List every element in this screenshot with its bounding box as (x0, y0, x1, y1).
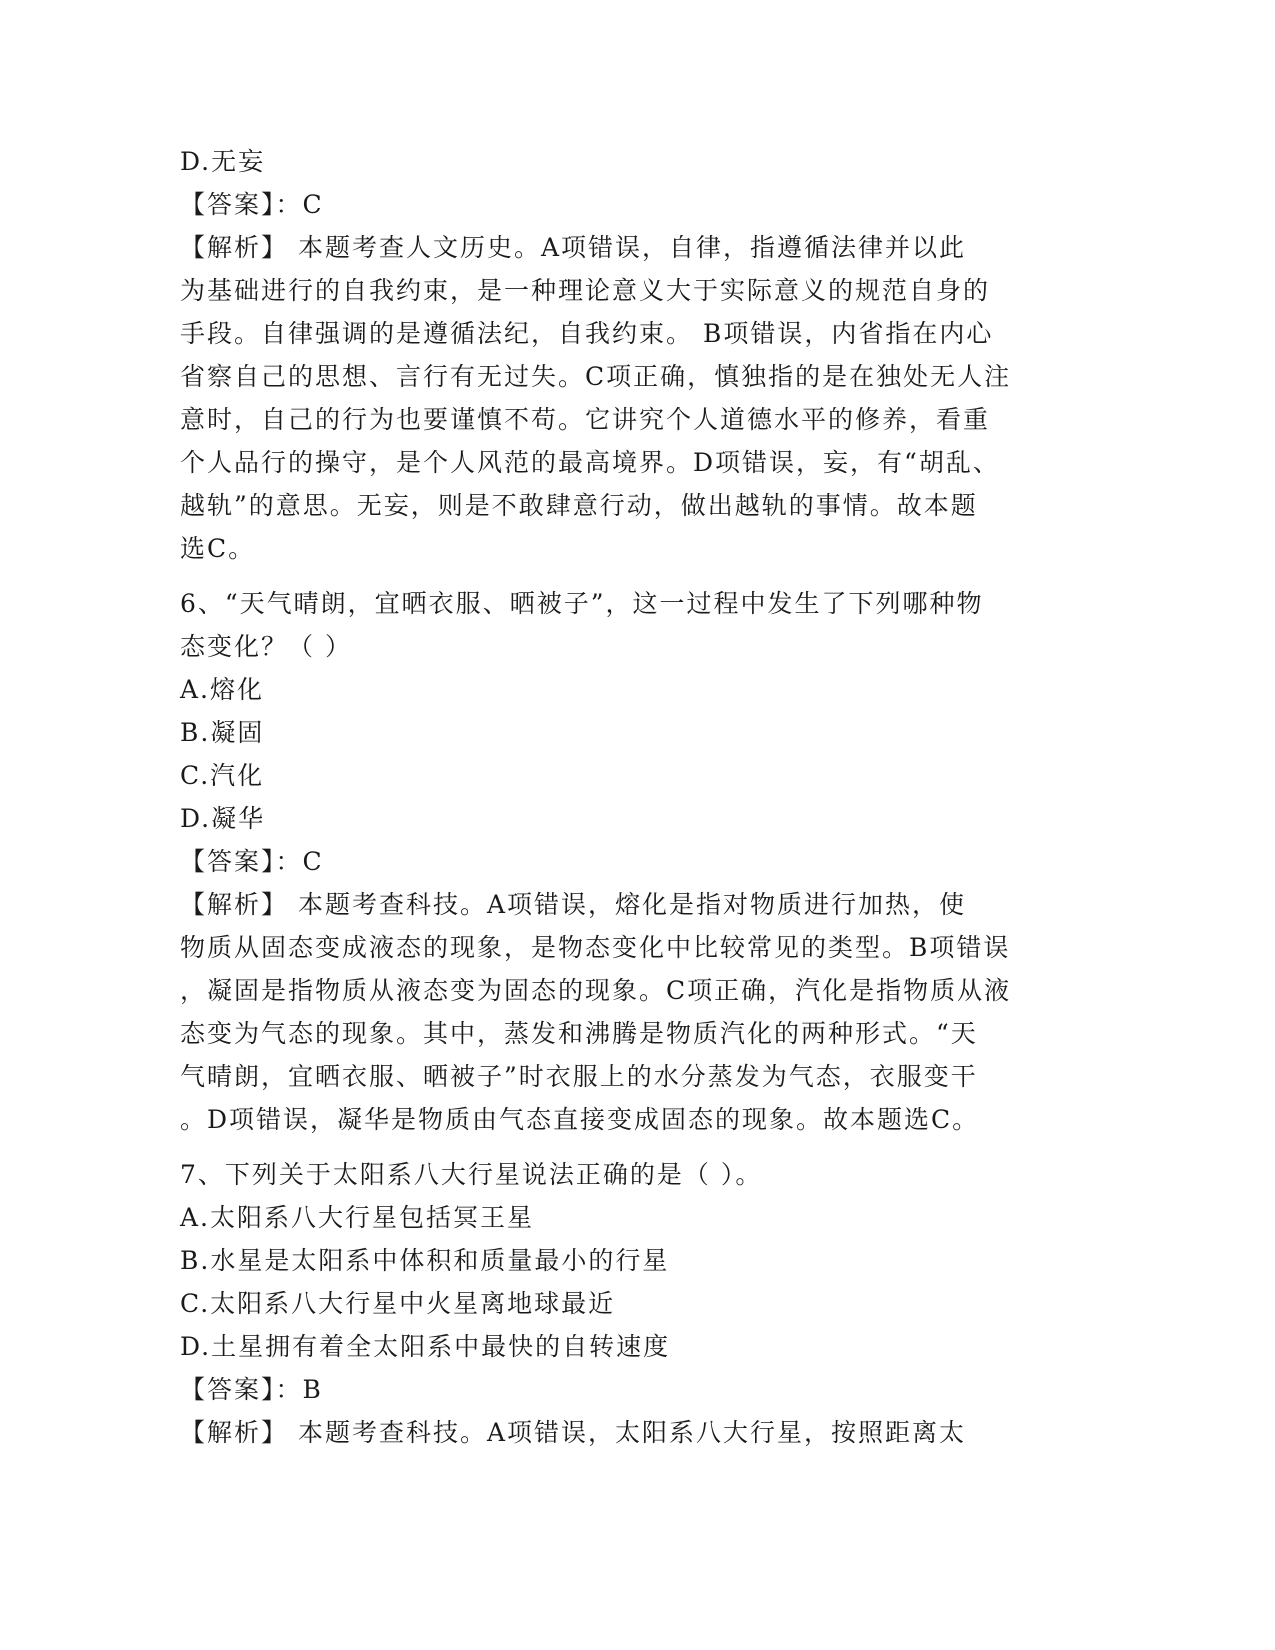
document-page (180, 140, 1040, 1454)
q6-analysis-line: 态变为气态的现象。其中，蒸发和沸腾是物质汽化的两种形式。“天 (180, 1019, 978, 1048)
q5-answer: 【答案】：C (180, 190, 324, 219)
q7-option-b: B.水星是太阳系中体积和质量最小的行星 (180, 1246, 670, 1275)
q5-analysis-line: 个人品行的操守，是个人风范的最高境界。D项错误，妄，有“胡乱、 (180, 448, 1000, 477)
q6-answer: 【答案】：C (180, 847, 324, 876)
q5-analysis-line: 【解析】 本题考查人文历史。A项错误，自律，指遵循法律并以此 (180, 233, 967, 262)
q6-analysis-line: 气晴朗，宜晒衣服、晒被子”时衣服上的水分蒸发为气态，衣服变干 (180, 1062, 978, 1091)
q7-answer: 【答案】：B (180, 1375, 323, 1404)
q5-analysis-line: 意时，自己的行为也要谨慎不苟。它讲究个人道德水平的修养，看重 (180, 405, 991, 434)
q6-analysis-line: 物质从固态变成液态的现象，是物态变化中比较常见的类型。B项错误 (180, 933, 1011, 962)
q5-analysis-line: 省察自己的思想、言行有无过失。C项正确，慎独指的是在独处无人注 (180, 362, 1012, 391)
q6-stem-line: 6、“天气晴朗，宜晒衣服、晒被子”，这一过程中发生了下列哪种物 (180, 589, 984, 618)
q7-option-c: C.太阳系八大行星中火星离地球最近 (180, 1289, 616, 1318)
q6-option-c: C.汽化 (180, 761, 265, 790)
q6-stem-line: 态变化？（ ） (180, 632, 352, 661)
q5-analysis-line: 选C。 (180, 534, 256, 563)
q6-option-a: A.熔化 (180, 675, 265, 704)
q6-option-d: D.凝华 (180, 804, 266, 833)
q7-stem: 7、下列关于太阳系八大行星说法正确的是（ ）。 (180, 1160, 763, 1189)
q6-analysis-line: 。D项错误，凝华是物质由气态直接变成固态的现象。故本题选C。 (180, 1105, 980, 1134)
q7-option-a: A.太阳系八大行星包括冥王星 (180, 1203, 535, 1232)
q5-option-d: D.无妄 (180, 147, 266, 176)
q7-analysis-line: 【解析】 本题考查科技。A项错误，太阳系八大行星，按照距离太 (180, 1418, 967, 1447)
q6-option-b: B.凝固 (180, 718, 265, 747)
q5-analysis-line: 越轨”的意思。无妄，则是不敢肆意行动，做出越轨的事情。故本题 (180, 491, 978, 520)
q7-option-d: D.土星拥有着全太阳系中最快的自转速度 (180, 1332, 671, 1361)
q5-analysis-line: 为基础进行的自我约束，是一种理论意义大于实际意义的规范自身的 (180, 276, 991, 305)
q6-analysis-line: ，凝固是指物质从液态变为固态的现象。C项正确，汽化是指物质从液 (180, 976, 1012, 1005)
q5-analysis-line: 手段。自律强调的是遵循法纪，自我约束。 B项错误，内省指在内心 (180, 319, 994, 348)
q6-analysis-line: 【解析】 本题考查科技。A项错误，熔化是指对物质进行加热，使 (180, 890, 967, 919)
